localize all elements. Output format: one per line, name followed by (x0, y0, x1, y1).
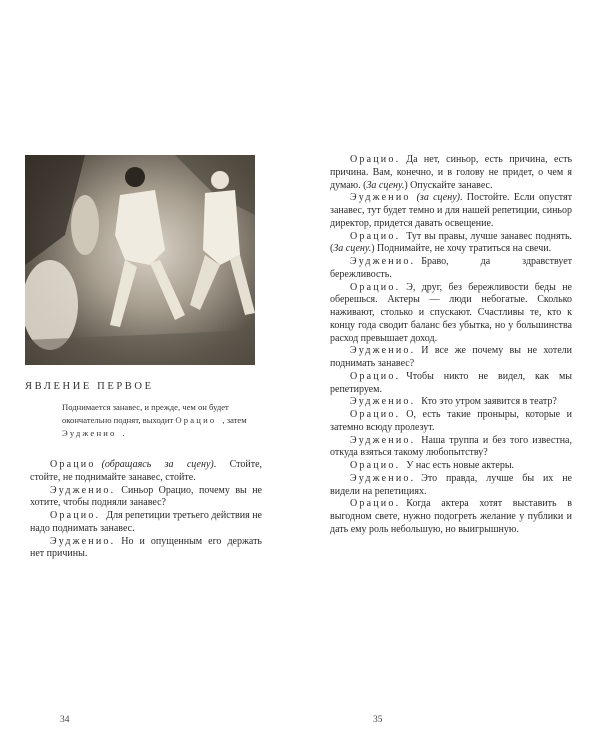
speaker-name: Орацио. (350, 460, 401, 471)
speaker-name: Эудженио. (350, 256, 416, 267)
speech-text: . Постойте. Если опустят занавес, тут будет темно и для нашей репетиции, синьор директор, придется давать освещение. (330, 192, 572, 229)
speaker-name: Орацио (175, 415, 217, 425)
speaker-name: Орацио. (350, 409, 401, 420)
speech-text: Чтобы никто не видел, как мы репетируем. (330, 370, 572, 395)
scene-title: ЯВЛЕНИЕ ПЕРВОЕ (25, 381, 154, 392)
speech-text: Но и опущенным его держать нет причины. (30, 535, 262, 560)
speaker-name: Эудженио. (350, 472, 416, 484)
speaker-name: Эудженио. (350, 396, 416, 408)
speech-text: Э, друг, без бережливости беды не оберешься. Актеры — люди небогатые. Сколько наживают, столько и спускают. Счастливы те, кто к концу года сводит баланс без убытка, но у большинства расход превышает доход. (330, 281, 572, 344)
right-page (300, 0, 600, 750)
speaker-name: Орацио. (350, 281, 401, 293)
dialogue-line (30, 510, 262, 536)
speaker-name: Эудженио. (50, 535, 116, 547)
speaker-name: Орацио. (50, 510, 101, 521)
speaker-name: Орацио. (350, 498, 401, 510)
speech-text: Поднимается занавес, и прежде, чем он будет окончательно поднят, выходит (62, 402, 229, 425)
speaker-name: Эудженио. (50, 484, 116, 496)
page-number: 34 (60, 715, 70, 725)
dialogue-line (330, 192, 572, 230)
speech-text: У нас есть новые актеры. (406, 460, 515, 471)
dialogue-line (330, 231, 572, 257)
speech-text: Когда актера хотят выставить в выгодном свете, нужно подогреть желание у публики и дать ему роль небольшую, но выигрышную. (330, 498, 572, 535)
dialogue-line (330, 409, 572, 435)
dialogue-line (330, 282, 572, 346)
illustration-commedia-dancers (25, 155, 255, 365)
dialogue-line (330, 460, 572, 473)
speech-text: Это правда, лучше бы их не видели на репетициях. (330, 472, 572, 497)
dialogue-line (30, 536, 262, 562)
dialogue-line (330, 498, 572, 536)
speech-text: . Стойте, стойте, не поднимайте занавес, стойте. (30, 459, 263, 483)
stage-remark: (обращаясь за сцену) (101, 459, 214, 470)
speech-text: Браво, да здравствует бережливость. (330, 256, 572, 280)
speech-text: Наша труппа и без того известна, откуда взяться такому любопытству? (330, 434, 572, 459)
dialogue-text (330, 154, 572, 537)
speaker-name: Эудженио. (350, 434, 416, 446)
dialogue-line (330, 435, 572, 461)
stage-direction (62, 401, 252, 440)
dialogue-line (330, 396, 572, 409)
speech-text: Синьор Орацио, почему вы не хотите, чтобы подняли занавес? (30, 484, 262, 509)
speaker-name: Орацио (50, 459, 96, 470)
dialogue-line (330, 154, 572, 192)
speaker-name: Орацио. (350, 154, 401, 165)
speech-text: Кто это утром заявится в театр? (421, 396, 557, 408)
page-number: 35 (373, 715, 383, 725)
stage-remark: За сцену. (333, 243, 372, 255)
dialogue-line (330, 473, 572, 499)
dialogue-text (30, 459, 262, 561)
stage-remark: (за сцену) (416, 192, 460, 204)
speaker-name: Эудженио (62, 428, 117, 438)
speech-text: Для репетиции третьего действия не надо поднимать занавес. (30, 510, 262, 534)
dialogue-line (330, 256, 572, 282)
speech-text: ) Опускайте занавес. (404, 179, 493, 191)
dialogue-line (330, 345, 572, 371)
stage-remark: За сцену. (366, 179, 405, 191)
speech-text: Тут вы правы, лучше занавес поднять. ( (330, 230, 572, 255)
speech-text: ) Поднимайте, не хочу тратиться на свечи. (371, 243, 552, 255)
speech-text: . (122, 428, 125, 438)
speaker-name: Эудженио (350, 192, 411, 204)
speaker-name: Орацио. (350, 230, 401, 242)
speech-text: , затем (222, 415, 247, 425)
dialogue-line (30, 459, 262, 485)
speaker-name: Орацио. (350, 370, 401, 382)
speech-text: О, есть такие проныры, которые и затемно всюду пролезут. (330, 409, 572, 433)
speaker-name: Эудженио. (350, 345, 416, 357)
speech-text: Да нет, синьор, есть причина, есть причина. Вам, конечно, и в голову не придет, о чем я думаю. ( (330, 154, 572, 191)
speech-text: И все же почему вы не хотели поднимать занавес? (330, 345, 572, 369)
dialogue-line (330, 371, 572, 397)
dialogue-line (30, 485, 262, 511)
